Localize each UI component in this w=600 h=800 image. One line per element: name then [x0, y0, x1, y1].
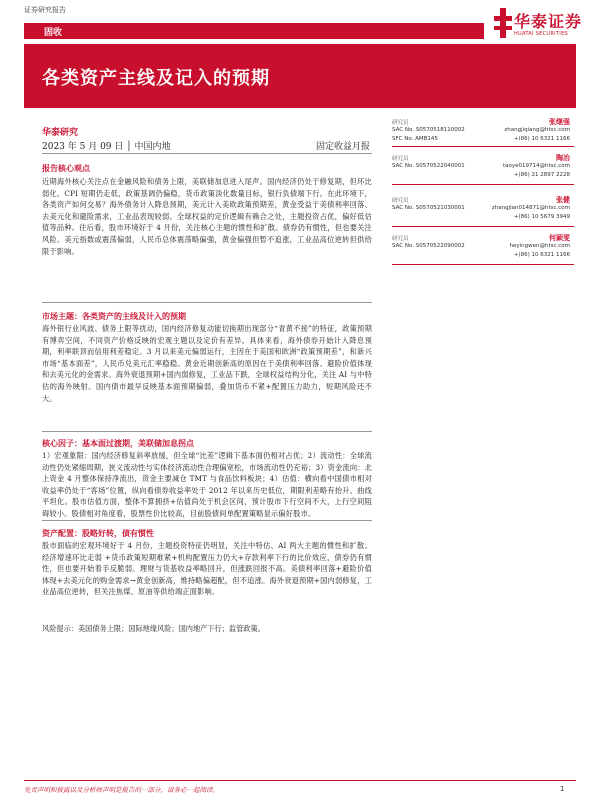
analyst-phone: +(86) 10 5679 3949	[513, 214, 570, 220]
brand-logo-block	[494, 6, 594, 46]
analyst-role: 研究员	[392, 198, 409, 204]
section-divider	[42, 302, 372, 303]
analyst-name: 张健	[556, 195, 570, 204]
analyst-sfc: SFC No. AMB145	[392, 136, 438, 142]
analyst-role: 研究员	[392, 156, 409, 162]
section-body: 1）宏观象限：国内经济修复斜率放缓，但全球“比差”逻辑下基本面仍相对占优；2）流动性：全球流动性仍处紧缩周期，狭义流动性与实体经济流动性合理偏宽松，市场流动性仍充裕；3）资金流向：北上资金 4 月整体保持净流出，资金主要减仓 TMT 与食品饮料板块；4）估值：横向看中国债市相对收益率仍处于“客场”位置，纵向看债券收益率处于 2012 年以来历史低位，期限利差略有抬升、曲线平坦化。股市估值方面，整体不算拥挤+估值尚处于机会区间，预计股市下行空间不大，上行空间阻碍较小。股债相对角度看，股票性价比较高，目前股债间单配置策略显示偏好股市。	[42, 451, 372, 518]
risk-warning: 风险提示：美国债务上限；国际地缘风险；国内地产下行；监管政策。	[42, 624, 265, 633]
analyst-sac: SAC No. S0570522040001	[392, 163, 465, 169]
page-title: 各类资产主线及记入的预期	[42, 68, 270, 89]
section-heading: 核心因子：基本面过渡期，美联储加息拐点	[42, 438, 194, 448]
section-body: 近期海外核心关注点在金融风险和债务上限，美联储加息进入尾声。国内经济仍处于修复期，但环比弱化，CPI 短期仍走低，政策基调仍偏稳，货币政策淡化数量目标，银行负债端下行。在此环境下，各类资产如何交易？海外债务计入降息预期，美元计入美欧政策预期差，黄金受益于美债利率回落、去美元化和避险需求，工业品表现较弱。全球权益的定价逻辑有赖合之处，主题投资占优，偏好低估值等品种。往后看，股市环境好于 4 月份，关注核心主题的惯性和扩散。债券仍有惯性，但也要关注风险。美元指数或震荡偏弱，人民币总体震荡略偏强，黄金偏强但暂不追涨，工业品高位逆转但供给限于影响。	[42, 177, 372, 256]
brand-name: 华泰证券	[514, 12, 583, 31]
section-heading: 市场主题：各类资产的主线及计入的预期	[42, 311, 186, 321]
report-type-label: 证券研究报告	[24, 6, 66, 14]
section-divider	[42, 431, 372, 432]
footer-divider	[24, 780, 576, 781]
section-heading: 资产配置：股略好转，债有惯性	[42, 528, 154, 538]
report-type: 固定收益月报	[316, 142, 371, 152]
analyst-role: 研究员	[392, 120, 409, 126]
section-heading: 报告核心观点	[42, 163, 90, 173]
header-divider	[42, 153, 372, 154]
section-divider	[42, 520, 372, 521]
analyst-email: taoye019714@htsc.com	[502, 163, 570, 169]
title-band	[24, 44, 576, 108]
analyst-phone: +(86) 10 6321 1166	[513, 136, 570, 142]
footer-disclaimer: 免责声明和披露以及分析师声明是报告的一部分，请务必一起阅读。	[24, 786, 219, 794]
analyst-email: zhangjiqiang@htsc.com	[504, 127, 570, 133]
brand-name-en: HUATAI SECURITIES	[514, 31, 568, 37]
analyst-divider	[392, 184, 574, 185]
analyst-role: 研究员	[392, 236, 409, 242]
analyst-divider	[392, 146, 574, 147]
category-label: 固收	[44, 28, 63, 38]
analyst-name: 张继强	[549, 117, 570, 126]
analyst-divider	[392, 264, 574, 265]
analyst-phone: +(86) 10 6321 1166	[513, 252, 570, 258]
page-number: 1	[560, 785, 565, 793]
huatai-logo-icon	[494, 8, 512, 38]
analyst-sac: SAC No. S0570521030001	[392, 205, 465, 211]
analyst-email: heyingwen@htsc.com	[509, 243, 570, 249]
section-body: 股市面临的宏观环境好于 4 月份，主题投资特征仍明显，关注中特估、AI 两大主题的惯性和扩散。经济增速环比走弱 +货币政策短期难紧+机构配置压力仍大+存款利率下行的比价效应，债券仍有惯性，但也要开始着手反脆弱。理财与货基收益率略回升，但涨跌回报不高。美债利率回落+避险价值体现+去美元化的购金需求→黄金创新高，维持略偏超配，但不追涨。海外衰退预期+国内弱修复，工业品高位逆转，但关注焦煤、原油等供给端正面影响。	[42, 541, 372, 597]
analyst-name: 何颖雯	[549, 233, 570, 242]
date-line: 2023 年 5 月 09 日 │ 中国内地	[42, 142, 171, 152]
research-label: 华泰研究	[42, 128, 79, 138]
analyst-sac: SAC No. S0570522090002	[392, 243, 465, 249]
section-body: 海外银行业风波、债务上限等扰动，国内经济修复动能切换期出现部分“青黄不接”的特征，政策预期有博弈空间，不同资产价格反映的宏观主题以及定价有差异。具体来看，海外债券开始计入降息预期，利率联顶而信用利差稳定。3 月以来美元偏弱运行，主因在于美国和欧洲“政策预期差”，和新兴市场“基本面差”，人民币兑美元汇率稳稳。黄金近期创新高的原因在于美债利率回落、避险价值体现和去美元化的金需求。海外衰退预期+国内弱修复，工业品下跌，全球权益结构分化，关注 AI 与中特估的海外映射。国内债市最早反映基本面预期偏弱，叠加货币不紧+配置压力助力，短期风险还不大。	[42, 324, 372, 403]
analyst-divider	[392, 226, 574, 227]
analyst-email: zhangjian014871@htsc.com	[491, 205, 570, 211]
analyst-phone: +(86) 21 2897 2228	[513, 172, 570, 178]
analyst-name: 陶冶	[556, 153, 570, 162]
category-bar	[24, 23, 484, 39]
analyst-sac: SAC No. S0570518110002	[392, 127, 465, 133]
